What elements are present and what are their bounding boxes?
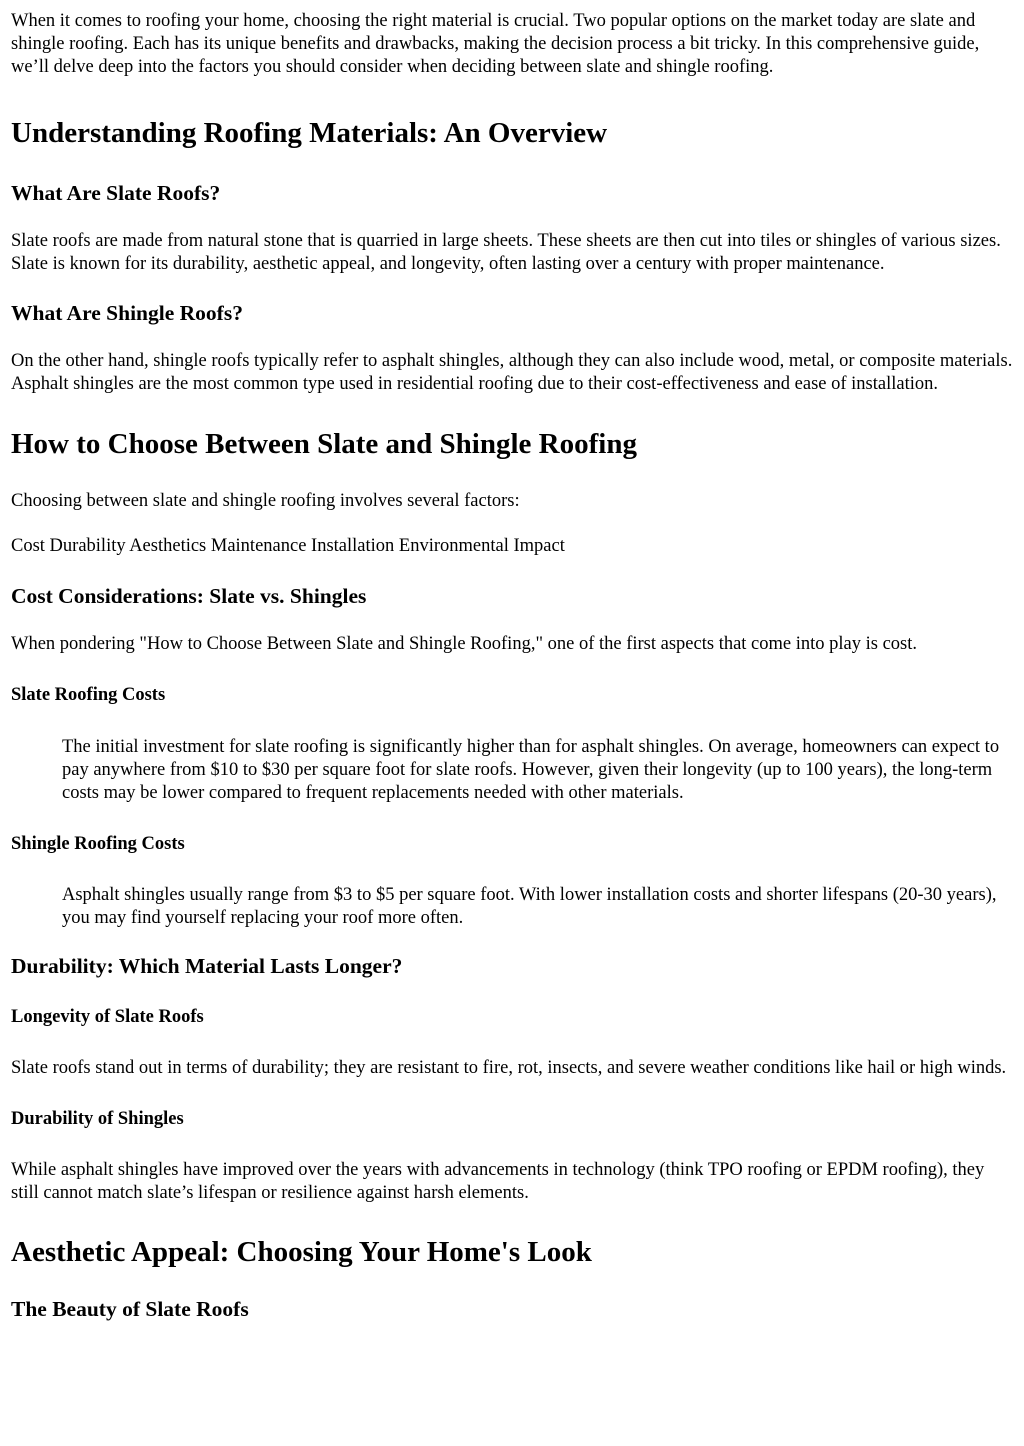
paragraph-durability-of-shingles: While asphalt shingles have improved over the years with advancements in technology (think TPO roofing or EPDM roofing), they still cannot match slate’s lifespan or resilience against harsh elements. [11, 1160, 985, 1203]
heading-how-to-choose: How to Choose Between Slate and Shingle Roofing [11, 428, 637, 460]
heading-what-are-slate-roofs: What Are Slate Roofs? [11, 181, 221, 205]
heading-what-are-shingle-roofs: What Are Shingle Roofs? [11, 301, 243, 325]
factors-list: Cost Durability Aesthetics Maintenance Installation Environmental Impact [11, 536, 565, 556]
paragraph-cost-intro: When pondering "How to Choose Between Slate and Shingle Roofing," one of the first aspects that come into play is cost. [11, 634, 918, 654]
heading-cost-considerations: Cost Considerations: Slate vs. Shingles [11, 584, 367, 608]
heading-overview: Understanding Roofing Materials: An Overview [11, 117, 608, 149]
heading-aesthetic-appeal: Aesthetic Appeal: Choosing Your Home's Look [11, 1236, 592, 1268]
blockquote-shingle-costs: Asphalt shingles usually range from $3 to $5 per square foot. With lower installation costs and shorter lifespans (20-30 years), you may find yourself replacing your roof more often. [62, 885, 997, 928]
blockquote-slate-costs: The initial investment for slate roofing is significantly higher than for asphalt shingles. On average, homeowners can expect to pay anywhere from $10 to $30 per square foot for slate roofs. However, given their longevity (up to 100 years), the long-term costs may be lower compared to frequent replacements needed with other materials. [62, 737, 1000, 803]
paragraph-choose-intro: Choosing between slate and shingle roofing involves several factors: [11, 491, 520, 511]
intro-paragraph: When it comes to roofing your home, choosing the right material is crucial. Two popular options on the market today are slate and shingle roofing. Each has its unique benefits and drawbacks, making the decision process a bit tricky. In this comprehensive guide, we’ll delve deep into the factors you should consider when deciding between slate and shingle roofing. [11, 11, 980, 77]
paragraph-shingle-roofs: On the other hand, shingle roofs typically refer to asphalt shingles, although they can also include wood, metal, or composite materials. Asphalt shingles are the most common type used in residential roofing due to their cost-effectiveness and ease of installation. [11, 351, 1013, 394]
heading-durability-of-shingles: Durability of Shingles [11, 1109, 184, 1129]
heading-durability: Durability: Which Material Lasts Longer? [11, 954, 403, 978]
paragraph-slate-roofs: Slate roofs are made from natural stone that is quarried in large sheets. These sheets are then cut into tiles or shingles of various sizes. Slate is known for its durability, aesthetic appeal, and longevity, often lasting over a century with proper maintenance. [11, 231, 1001, 274]
heading-shingle-roofing-costs: Shingle Roofing Costs [11, 834, 185, 854]
paragraph-longevity-of-slate: Slate roofs stand out in terms of durability; they are resistant to fire, rot, insects, and severe weather conditions like hail or high winds. [11, 1058, 1007, 1078]
heading-longevity-of-slate: Longevity of Slate Roofs [11, 1007, 204, 1027]
heading-slate-roofing-costs: Slate Roofing Costs [11, 685, 166, 705]
heading-beauty-of-slate: The Beauty of Slate Roofs [11, 1297, 249, 1321]
